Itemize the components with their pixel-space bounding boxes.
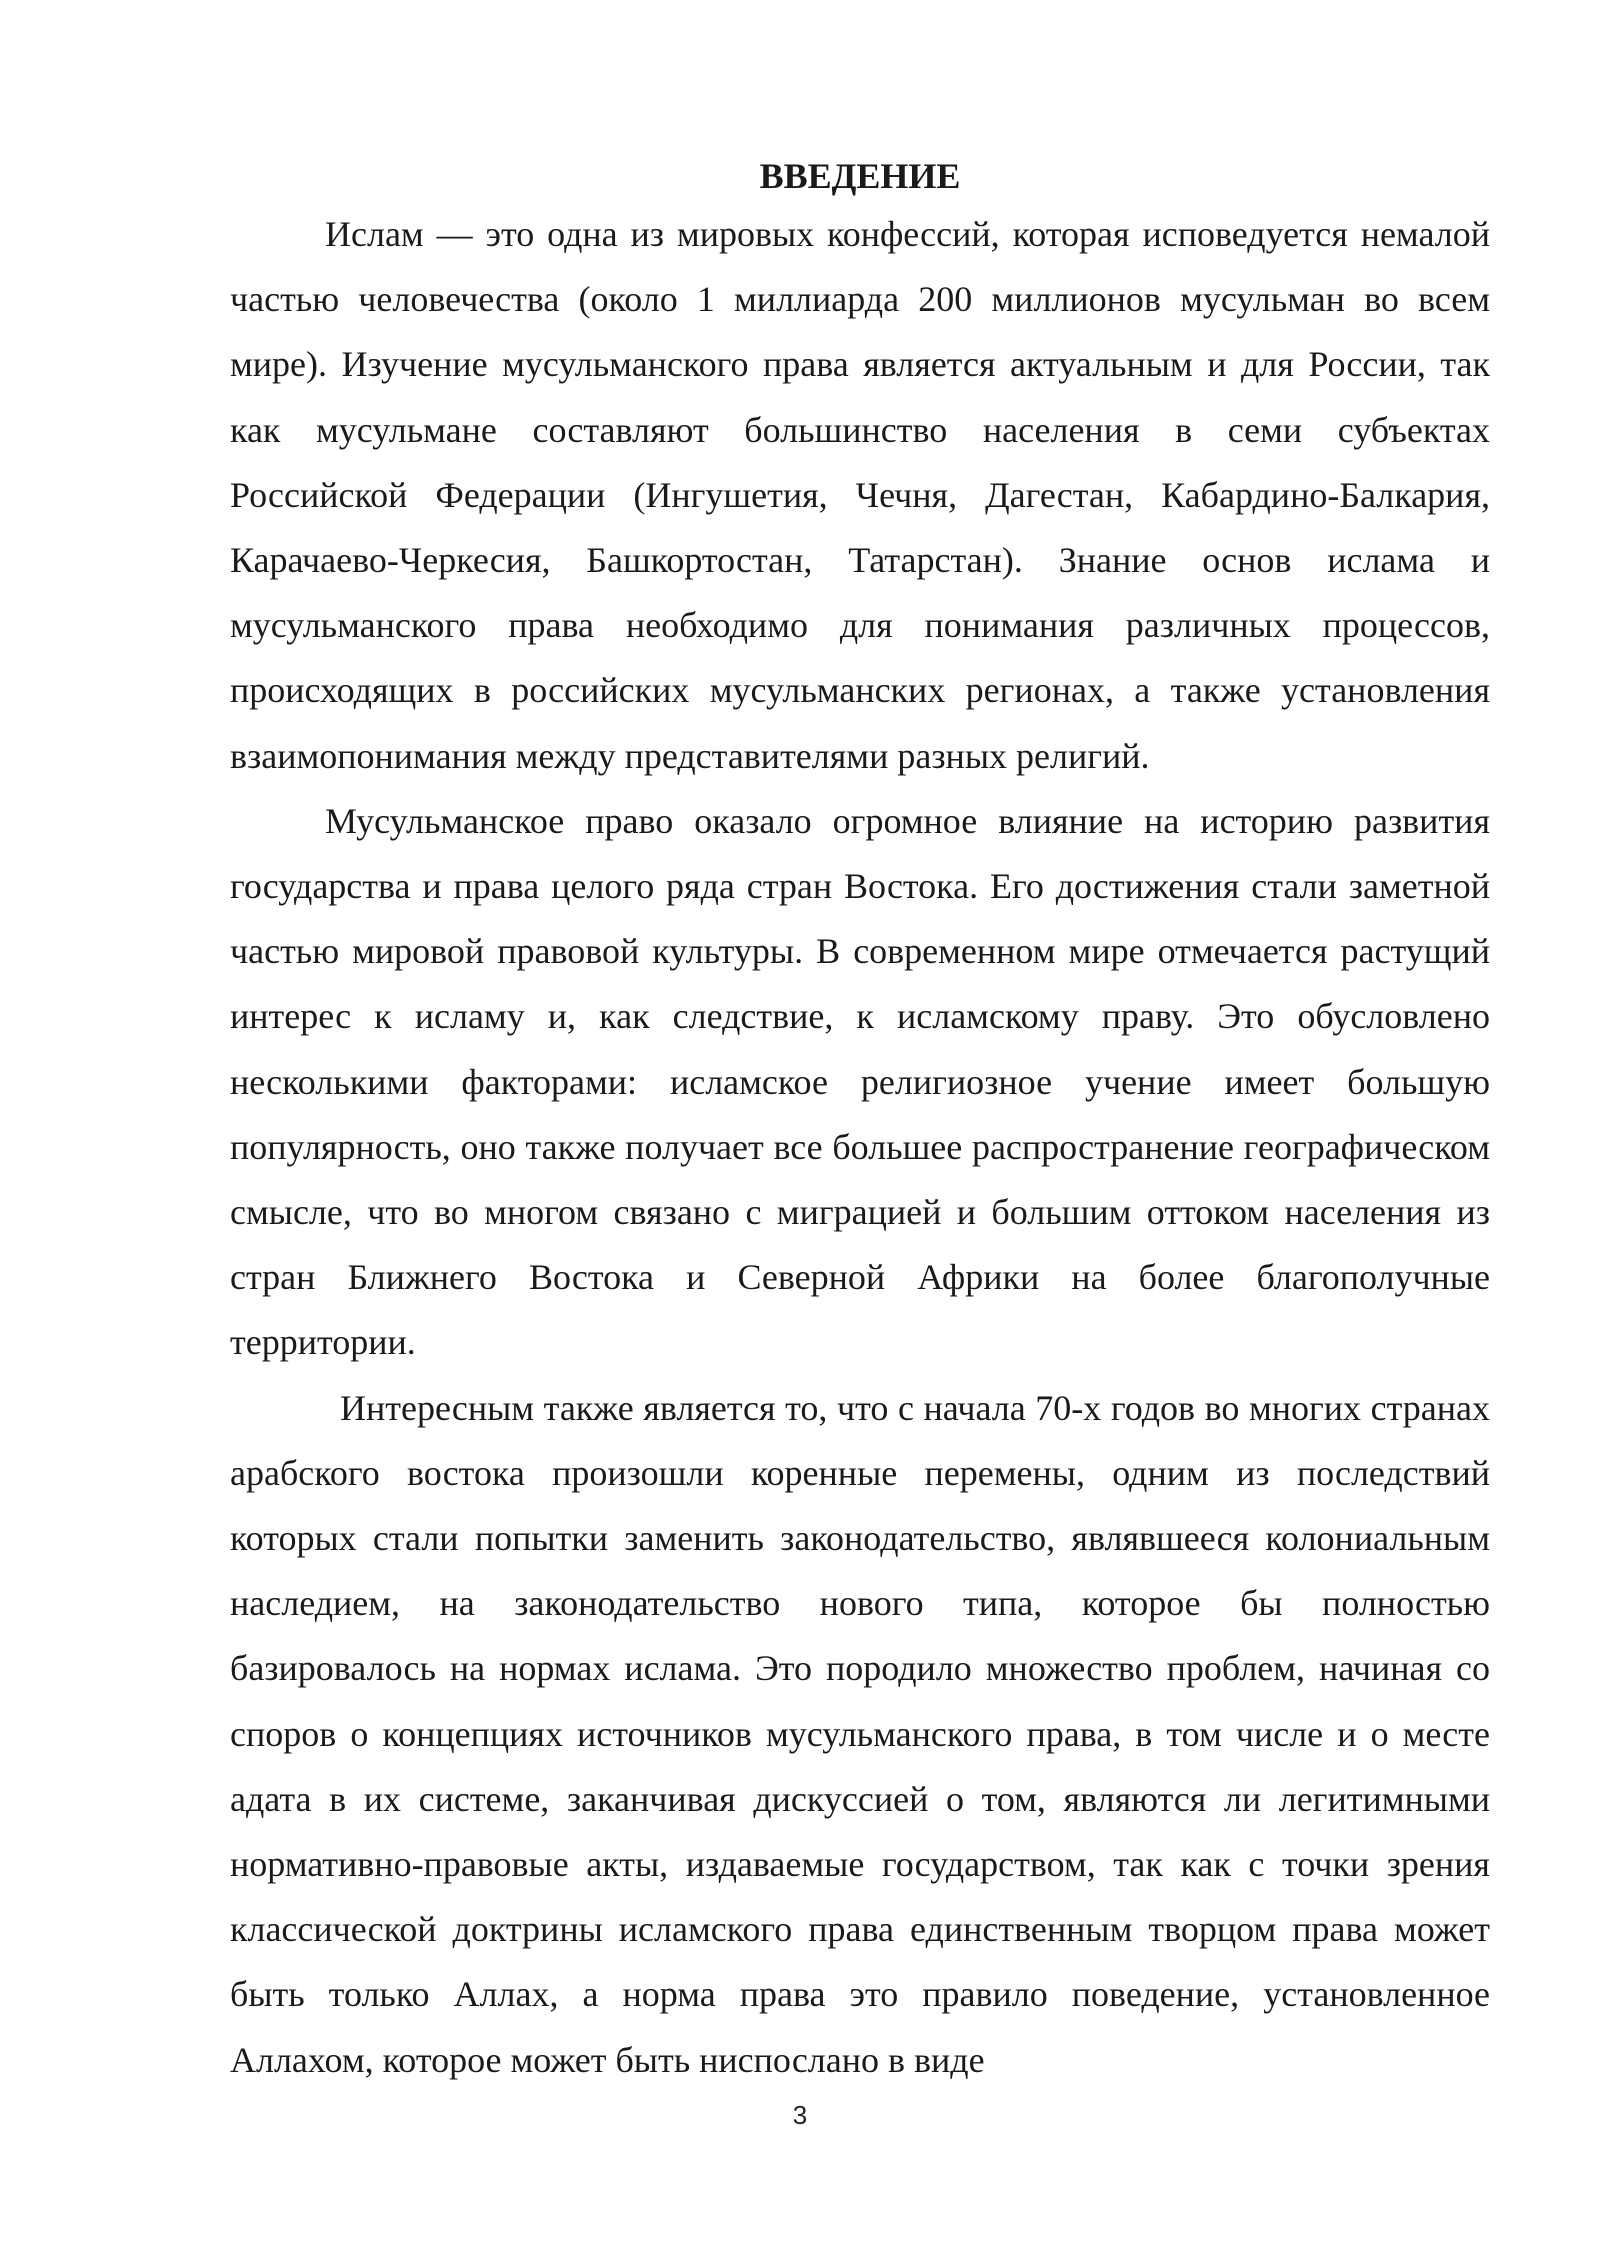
paragraph-3: Интересным также является то, что с начала 70-х годов во многих странах арабского востока произошли коренные перемены, одним из последствий которых стали попытки заменить законодательство, являвшееся колониальным наследием, на законодательство нового типа, которое бы полностью базировалось на нормах ислама. Это породило множество проблем, начиная со споров о концепциях источников мусульманского права, в том числе и о месте адата в их системе, заканчивая дискуссией о том, являются ли легитимными нормативно-правовые акты, издаваемые государством, так как с точки зрения классической доктрины исламского права единственным творцом права может быть только Аллах, а норма права это правило поведение, установленное Аллахом, которое может быть ниспослано в виде [230,1387,1490,2080]
document-body [230,150,1490,2093]
page-number: 3 [792,2100,808,2130]
paragraph-1: Ислам — это одна из мировых конфессий, которая исповедуется немалой частью человечества (около 1 миллиарда 200 миллионов мусульман во всем мире). Изучение мусульманского права является актуальным и для России, так как мусульмане составляют большинство населения в семи субъектах Российской Федерации (Ингушетия, Чечня, Дагестан, Кабардино-Балкария, Карачаево-Черкесия, Башкортостан, Татарстан). Знание основ ислама и мусульманского права необходимо для понимания различных процессов, происходящих в российских мусульманских регионах, а также установления взаимопонимания между представителями разных религий. [230,214,1490,776]
page-title: ВВЕДЕНИЕ [759,156,961,196]
paragraph-2: Мусульманское право оказало огромное влияние на историю развития государства и права целого ряда стран Востока. Его достижения стали заметной частью мировой правовой культуры. В современном мире отмечается растущий интерес к исламу и, как следствие, к исламскому праву. Это обусловлено несколькими факторами: исламское религиозное учение имеет большую популярность, оно также получает все большее распространение географическом смысле, что во многом связано с миграцией и большим оттоком населения из стран Ближнего Востока и Северной Африки на более благополучные территории. [230,800,1490,1363]
